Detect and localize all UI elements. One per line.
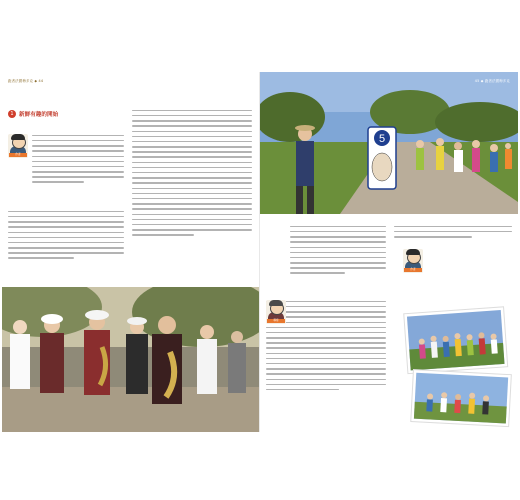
- text-line: [132, 115, 252, 116]
- text-line: [32, 156, 124, 157]
- text-line: [394, 226, 512, 227]
- text-line: [8, 221, 124, 222]
- text-line: [132, 131, 252, 132]
- text-line: [32, 176, 124, 177]
- guide-portrait-tag: 導遊: [267, 319, 285, 323]
- text-line: [290, 267, 386, 268]
- text-line: [290, 226, 386, 227]
- right-body-text-column-1: [290, 222, 386, 278]
- text-line: [266, 368, 386, 369]
- text-line: [32, 145, 124, 146]
- text-line: [290, 272, 345, 273]
- text-line: [132, 224, 252, 225]
- text-line: [8, 242, 124, 243]
- text-line: [394, 236, 472, 237]
- left-page-header: 跑者法國梅多克 ◆ 44: [8, 79, 44, 83]
- body-text-column-1-lower: [8, 207, 124, 263]
- group-photo-collage: [402, 304, 516, 428]
- svg-text:5: 5: [378, 133, 386, 145]
- text-line: [132, 219, 252, 220]
- text-line: [8, 226, 124, 227]
- text-line: [132, 162, 252, 163]
- text-line: [32, 140, 124, 141]
- author-portrait-tag: 作者: [9, 153, 27, 157]
- text-line: [132, 234, 194, 235]
- text-line: [132, 203, 252, 204]
- text-line: [132, 141, 252, 142]
- text-line: [132, 208, 252, 209]
- text-line: [266, 384, 386, 385]
- text-line: [132, 229, 252, 230]
- text-line: [266, 373, 386, 374]
- text-line: [266, 332, 386, 333]
- text-line: [132, 172, 252, 173]
- text-line: [290, 236, 386, 237]
- text-line: [266, 379, 386, 380]
- author-portrait-right: 作者: [403, 249, 423, 273]
- section-title: 新鮮有趣的開始: [19, 112, 59, 118]
- guide-portrait: [266, 300, 286, 324]
- text-line: [132, 198, 252, 199]
- text-line: [132, 214, 252, 215]
- section-heading: [8, 110, 58, 118]
- text-line: [266, 358, 386, 359]
- left-page: [2, 72, 260, 432]
- text-line: [32, 135, 124, 136]
- text-line: [290, 231, 386, 232]
- marathon-runners-photo: [260, 72, 518, 214]
- text-line: [8, 247, 124, 248]
- text-line: [266, 342, 386, 343]
- text-line: [32, 181, 84, 182]
- right-body-text-column-2: [394, 222, 512, 241]
- text-line: [8, 252, 124, 253]
- text-line: [132, 125, 252, 126]
- text-line: [8, 237, 124, 238]
- text-line: [132, 177, 252, 178]
- text-line: [32, 150, 124, 151]
- text-line: [132, 156, 252, 157]
- text-line: [290, 262, 386, 263]
- text-line: [266, 347, 386, 348]
- text-line: [290, 257, 386, 258]
- text-line: [266, 353, 386, 354]
- numbered-circle-icon: 1: [8, 110, 16, 118]
- street-band-photo: [2, 287, 260, 432]
- text-line: [132, 167, 252, 168]
- text-line: [8, 232, 124, 233]
- text-line: [8, 257, 74, 258]
- text-line: [266, 363, 386, 364]
- text-line: [266, 337, 386, 338]
- text-line: [32, 166, 124, 167]
- text-line: [132, 146, 252, 147]
- right-page-header: 45 ◆ 跑者法國梅多克: [474, 79, 510, 83]
- text-line: [266, 389, 339, 390]
- text-line: [132, 193, 252, 194]
- text-line: [394, 231, 512, 232]
- body-text-column-1: [32, 131, 124, 187]
- magazine-spread: [2, 72, 518, 432]
- text-line: [290, 241, 386, 242]
- text-line: [8, 211, 124, 212]
- author-portrait: [8, 134, 28, 158]
- text-line: [290, 247, 386, 248]
- text-line: [132, 151, 252, 152]
- right-page: [260, 72, 518, 432]
- text-line: [32, 161, 124, 162]
- text-line: [132, 110, 252, 111]
- text-line: [132, 120, 252, 121]
- text-line: [32, 171, 124, 172]
- text-line: [290, 252, 386, 253]
- text-line: [132, 136, 252, 137]
- text-line: [8, 216, 124, 217]
- text-line: [132, 188, 252, 189]
- body-text-column-2: [132, 106, 252, 239]
- text-line: [266, 327, 386, 328]
- text-line: [132, 182, 252, 183]
